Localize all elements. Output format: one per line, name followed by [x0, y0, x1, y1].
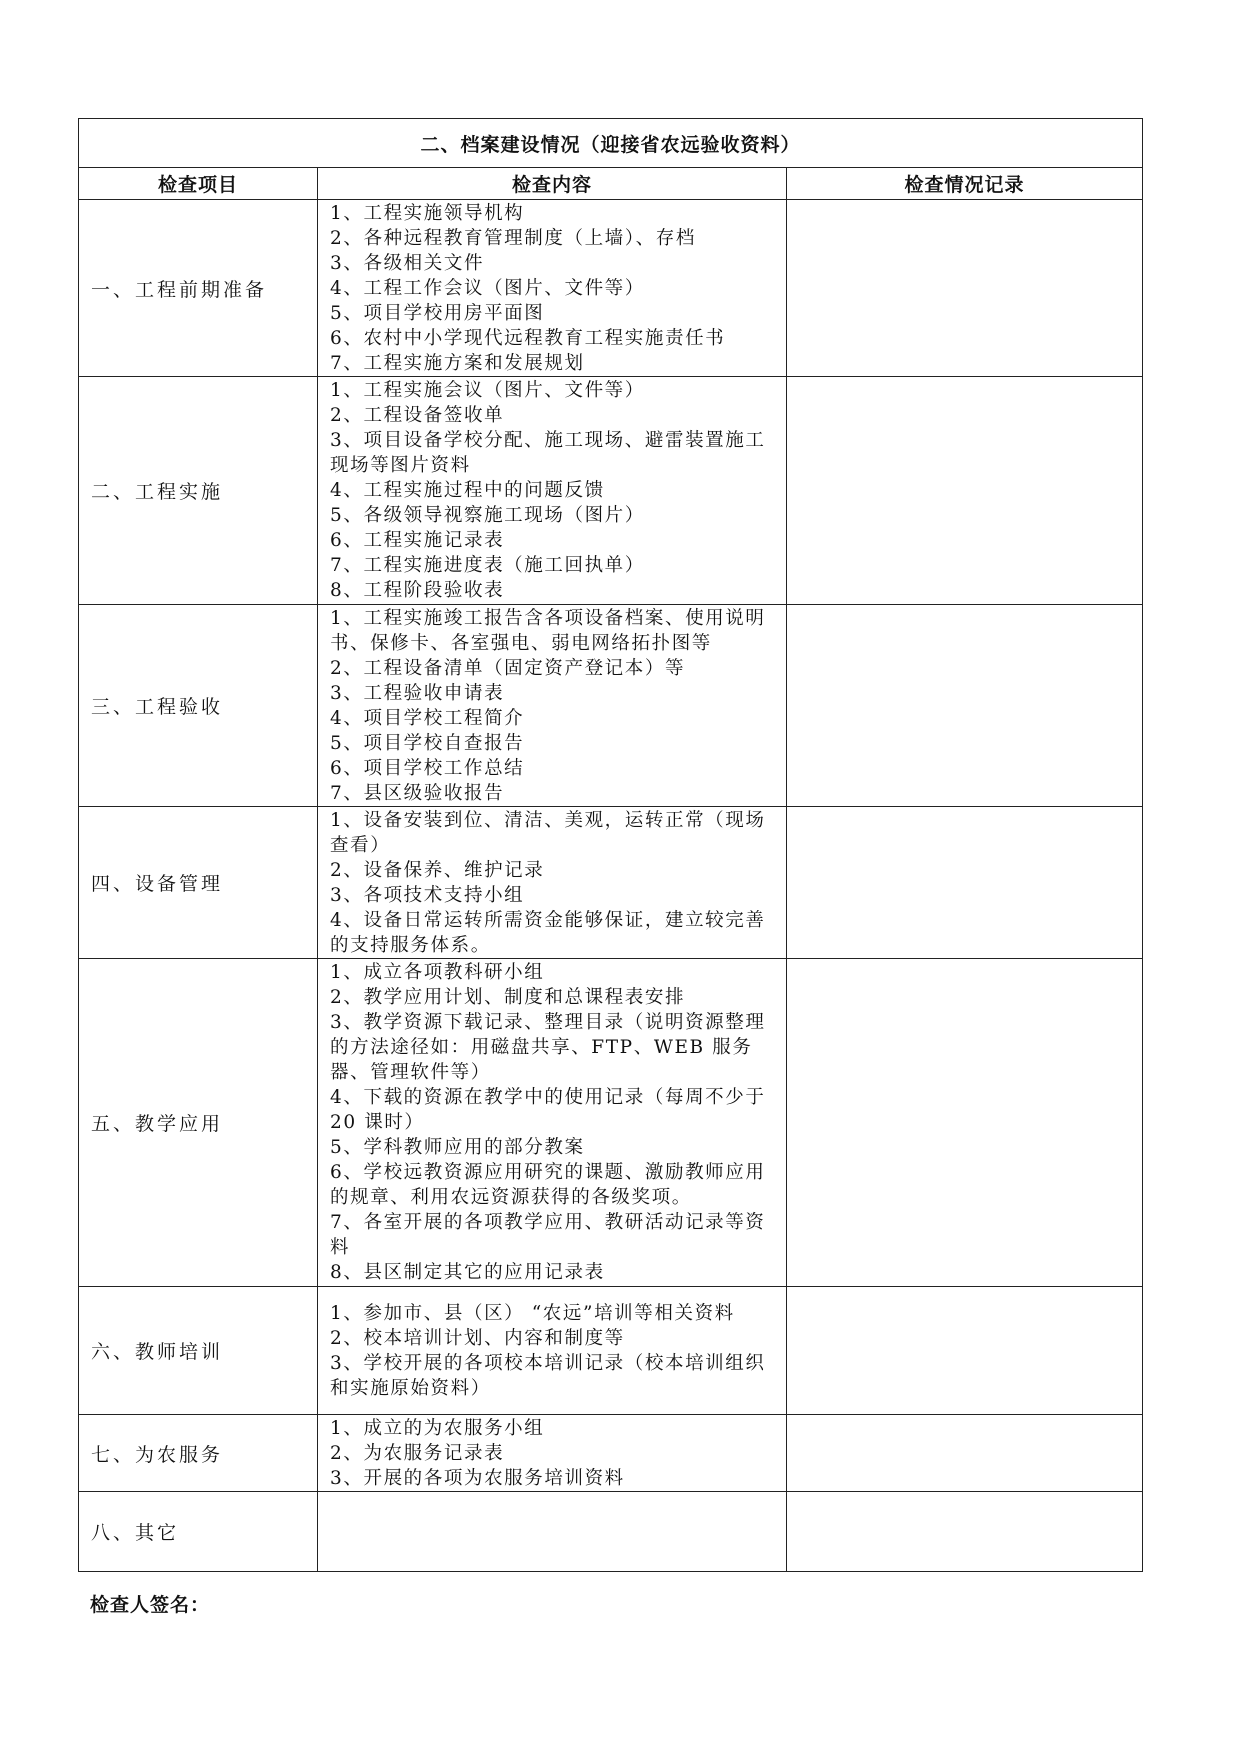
table-row	[79, 959, 1143, 1287]
content-line: 1、参加市、县（区） “农远”培训等相关资料	[330, 1302, 735, 1324]
table-row	[79, 605, 1143, 807]
content-line: 7、工程实施方案和发展规划	[330, 352, 585, 374]
table-row	[79, 1415, 1143, 1492]
table-header-row	[79, 168, 1143, 200]
content-line: 1、工程实施竣工报告含各项设备档案、使用说明书、保修卡、各室强电、弱电网络拓扑图等	[330, 607, 766, 654]
content-line: 2、教学应用计划、制度和总课程表安排	[330, 987, 686, 1008]
content-line: 3、各级相关文件	[330, 252, 485, 274]
content-line: 3、开展的各项为农服务培训资料	[330, 1467, 625, 1489]
signature-label: 检查人签名：	[90, 1594, 211, 1616]
content-line: 4、项目学校工程简介	[330, 707, 525, 729]
row-record[interactable]	[787, 1287, 1143, 1415]
content-line: 4、工程工作会议（图片、文件等）	[330, 277, 645, 299]
content-line: 8、工程阶段验收表	[330, 580, 505, 601]
row-content	[318, 959, 787, 1287]
row-record[interactable]	[787, 807, 1143, 959]
content-line: 2、校本培训计划、内容和制度等	[330, 1327, 625, 1349]
row-content	[318, 1287, 787, 1415]
content-line: 3、工程验收申请表	[330, 682, 505, 704]
content-line: 6、工程实施记录表	[330, 530, 505, 551]
row-item: 七、为农服务	[79, 1415, 318, 1492]
content-line: 3、教学资源下载记录、整理目录（说明资源整理的方法途径如：用磁盘共享、FTP、WEB 服务器、管理软件等）	[330, 1012, 766, 1083]
row-record[interactable]	[787, 1415, 1143, 1492]
content-line: 1、成立的为农服务小组	[330, 1417, 545, 1439]
row-item: 八、其它	[79, 1492, 318, 1572]
row-record[interactable]	[787, 605, 1143, 807]
row-item: 四、设备管理	[79, 807, 318, 959]
content-line: 1、成立各项教科研小组	[330, 962, 545, 983]
content-line: 3、各项技术支持小组	[330, 884, 525, 906]
row-record[interactable]	[787, 959, 1143, 1287]
content-line: 3、项目设备学校分配、施工现场、避雷装置施工现场等图片资料	[330, 430, 766, 476]
content-line: 6、项目学校工作总结	[330, 757, 525, 779]
table-row	[79, 1287, 1143, 1415]
content-line: 7、工程实施进度表（施工回执单）	[330, 555, 645, 576]
table-row	[79, 807, 1143, 959]
row-item: 一、工程前期准备	[79, 200, 318, 377]
content-line: 5、项目学校自查报告	[330, 732, 525, 754]
row-item: 六、教师培训	[79, 1287, 318, 1415]
table-body	[79, 200, 1143, 1572]
table-row	[79, 200, 1143, 377]
header-content: 检查内容	[318, 168, 787, 200]
content-line: 4、工程实施过程中的问题反馈	[330, 480, 605, 501]
content-line: 5、项目学校用房平面图	[330, 302, 545, 324]
content-line: 4、下载的资源在教学中的使用记录（每周不少于 20 课时）	[330, 1087, 766, 1133]
content-line: 2、工程设备清单（固定资产登记本）等	[330, 657, 686, 679]
row-content	[318, 1415, 787, 1492]
table-title-row	[79, 119, 1143, 168]
row-content	[318, 807, 787, 959]
row-item: 三、工程验收	[79, 605, 318, 807]
row-content	[318, 1492, 787, 1572]
content-line: 1、工程实施会议（图片、文件等）	[330, 380, 645, 401]
archive-table	[78, 118, 1143, 1572]
content-line: 6、学校远教资源应用研究的课题、激励教师应用的规章、利用农远资源获得的各级奖项。	[330, 1162, 766, 1208]
content-line: 4、设备日常运转所需资金能够保证，建立较完善的支持服务体系。	[330, 909, 766, 956]
row-item: 五、教学应用	[79, 959, 318, 1287]
row-record[interactable]	[787, 1492, 1143, 1572]
content-line: 3、学校开展的各项校本培训记录（校本培训组织和实施原始资料）	[330, 1352, 766, 1399]
content-line: 6、农村中小学现代远程教育工程实施责任书	[330, 327, 726, 349]
row-item: 二、工程实施	[79, 377, 318, 605]
table-row	[79, 1492, 1143, 1572]
table-row	[79, 377, 1143, 605]
header-record: 检查情况记录	[787, 168, 1143, 200]
content-line: 1、设备安装到位、清洁、美观，运转正常（现场查看）	[330, 809, 766, 856]
header-item: 检查项目	[79, 168, 318, 200]
content-line: 2、为农服务记录表	[330, 1442, 505, 1464]
content-line: 1、工程实施领导机构	[330, 202, 525, 224]
content-line: 5、学科教师应用的部分教案	[330, 1137, 585, 1158]
content-line: 2、各种远程教育管理制度（上墙）、存档	[330, 227, 696, 249]
row-record[interactable]	[787, 377, 1143, 605]
content-line: 8、县区制定其它的应用记录表	[330, 1262, 605, 1283]
table-title: 二、档案建设情况（迎接省农远验收资料）	[79, 119, 1143, 168]
row-record[interactable]	[787, 200, 1143, 377]
row-content	[318, 377, 787, 605]
content-line: 2、设备保养、维护记录	[330, 859, 545, 881]
content-line: 5、各级领导视察施工现场（图片）	[330, 505, 645, 526]
content-line: 2、工程设备签收单	[330, 405, 505, 426]
row-content	[318, 200, 787, 377]
inspection-form	[78, 118, 1142, 1572]
content-line: 7、各室开展的各项教学应用、教研活动记录等资料	[330, 1212, 766, 1258]
row-content	[318, 605, 787, 807]
content-line: 7、县区级验收报告	[330, 782, 505, 804]
